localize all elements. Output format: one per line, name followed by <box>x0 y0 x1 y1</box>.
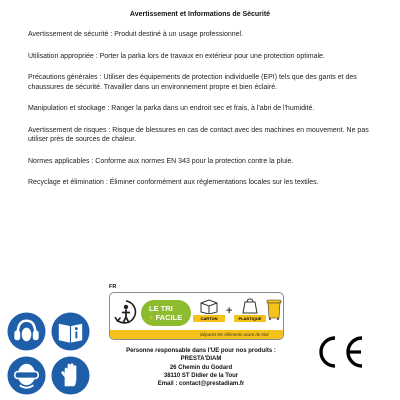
recycling-footer-text: Séparez les éléments avant de trier <box>110 330 283 339</box>
company-street: 26 Chemin du Godard <box>169 364 233 371</box>
document-title: Avertissement et Informations de Sécurité <box>129 11 271 18</box>
badge-plus: + <box>149 313 154 322</box>
company-city: 38110 ST Didier de la Tour <box>163 372 239 379</box>
paragraph-usage-warning: Avertissement de sécurité : Produit destiné à un usage professionnel. <box>28 31 244 38</box>
le-tri-facile-badge <box>141 300 191 326</box>
badge-line-1: LE TRI <box>149 304 173 313</box>
triman-icon <box>113 299 139 329</box>
responsible-intro: Personne responsable dans l'UE pour nos produits : <box>126 348 276 354</box>
carton-box-icon <box>199 298 219 314</box>
carton-item <box>193 298 225 322</box>
yellow-bin-icon <box>266 298 282 320</box>
safety-pictograms <box>7 312 93 396</box>
paragraph-recycling: Recyclage et élimination : Éliminer conformément aux réglementations locales sur les textiles. <box>28 179 319 186</box>
company-email: Email : contact@prestadiam.fr <box>157 381 245 388</box>
packaging-plus-sign: + <box>226 305 233 317</box>
paragraph-risk-warning: Avertissement de risques : Risque de blessures en cas de contact avec des machines en mouvement. Ne pas utiliser près de sources de chaleur. <box>28 126 369 143</box>
hand-protection-icon <box>51 356 90 395</box>
plastic-bag-icon <box>240 298 260 314</box>
company-name: PRESTA'DIAM <box>180 356 222 363</box>
recycling-label <box>109 292 284 340</box>
plastique-label: PLASTIQUE <box>234 315 266 322</box>
eye-protection-icon <box>7 356 46 395</box>
paragraph-appropriate-use: Utilisation appropriée : Porter la parka lors de travaux en extérieur pour une protection optimale. <box>28 52 325 60</box>
badge-line-2-wrapper <box>149 313 182 322</box>
ce-marking-icon <box>315 334 367 370</box>
recycling-country-code: FR <box>109 284 117 290</box>
paragraph-handling-storage: Manipulation et stockage : Ranger la parka dans un endroit sec et frais, à l'abri de l'humidité. <box>28 105 315 112</box>
responsible-person-block <box>86 347 316 388</box>
badge-line-2: FACILE <box>155 313 183 322</box>
read-manual-icon <box>51 312 90 351</box>
paragraph-standards: Normes applicables : Conforme aux normes EN 343 pour la protection contre la pluie. <box>28 157 294 165</box>
paragraph-general-precautions: Précautions générales : Utiliser des équipements de protection individuelle (EPI) tels que des gants et des chaussures de sécurité. Travailler dans un environnement propre et bien éclairé. <box>28 74 357 91</box>
carton-label: CARTON <box>193 315 225 322</box>
plastique-item <box>234 298 266 322</box>
ear-protection-icon <box>7 312 46 351</box>
safety-paragraphs <box>28 30 374 200</box>
